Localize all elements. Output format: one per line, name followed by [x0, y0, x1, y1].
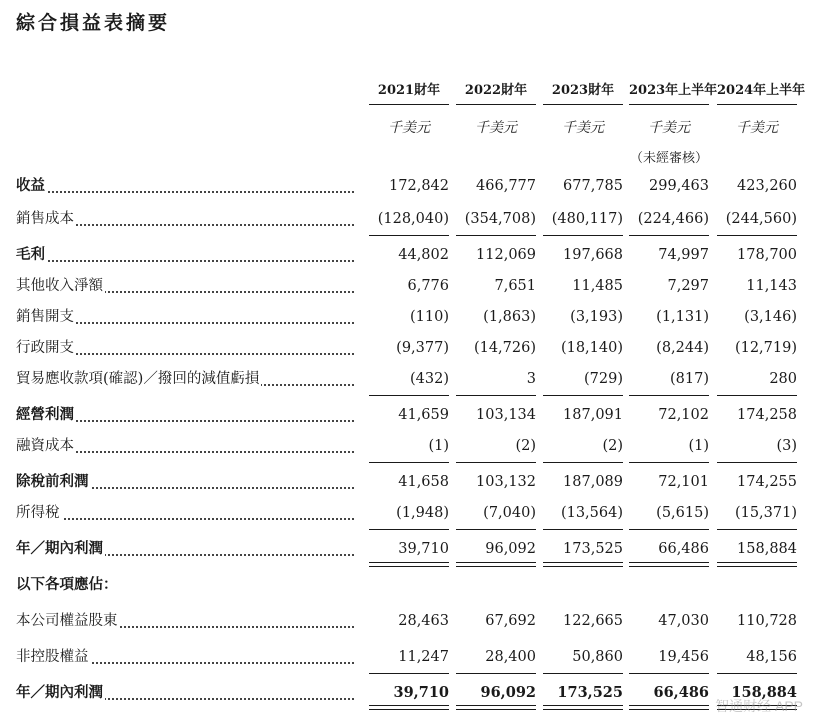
row-label — [16, 645, 354, 669]
statement-title: 綜合損益表摘要 — [16, 12, 171, 34]
column-header: 2024年上半年 — [717, 80, 797, 105]
table-row — [0, 174, 815, 198]
table-cell: 677,785 — [563, 178, 623, 194]
row-label — [16, 573, 354, 597]
table-row — [0, 336, 815, 360]
row-label-text: 除稅前利潤 — [16, 473, 89, 490]
table-cell: (3,193) — [570, 309, 623, 325]
row-label — [16, 174, 354, 198]
table-row — [0, 434, 815, 458]
table-cell: 174,255 — [737, 474, 797, 490]
table-cell: 44,802 — [398, 247, 449, 263]
table-cell: 112,069 — [476, 247, 536, 263]
subtotal-rule — [629, 395, 709, 396]
column-unit: 千美元 — [562, 120, 604, 136]
subtotal-rule — [456, 673, 536, 674]
table-cell: (18,140) — [560, 340, 623, 356]
table-cell: (1,131) — [656, 309, 709, 325]
total-double-rule — [543, 705, 623, 710]
total-double-rule — [369, 705, 449, 710]
subtotal-rule — [543, 235, 623, 236]
row-label-text: 所得稅 — [16, 505, 60, 521]
table-cell: 74,997 — [658, 247, 709, 263]
row-label-text: 其他收入淨額 — [16, 278, 103, 294]
row-label — [16, 501, 354, 525]
subtotal-rule — [717, 529, 797, 530]
table-cell: (110) — [410, 309, 449, 325]
table-cell: 66,486 — [653, 684, 709, 701]
table-cell: (5,615) — [656, 505, 709, 521]
table-row — [0, 681, 815, 705]
row-label — [16, 681, 354, 705]
column-unit: 千美元 — [648, 120, 690, 136]
subtotal-rule — [717, 235, 797, 236]
table-row — [0, 501, 815, 525]
total-double-rule — [629, 562, 709, 567]
column-header: 2023年上半年 — [629, 80, 709, 105]
table-cell: 173,525 — [563, 541, 623, 557]
table-cell: (729) — [584, 371, 623, 387]
table-cell: (1,863) — [483, 309, 536, 325]
table-row — [0, 207, 815, 231]
table-cell: 11,143 — [746, 278, 797, 294]
row-label-text: 年／期內利潤 — [16, 684, 103, 701]
table-cell: (354,708) — [464, 211, 536, 227]
table-cell: (12,719) — [734, 340, 797, 356]
total-double-rule — [543, 562, 623, 567]
column-unit: 千美元 — [388, 120, 430, 136]
table-cell: 39,710 — [398, 541, 449, 557]
total-double-rule — [456, 562, 536, 567]
row-label — [16, 207, 354, 231]
table-cell: (817) — [670, 371, 709, 387]
table-cell: 7,297 — [667, 278, 709, 294]
row-label — [16, 367, 354, 391]
table-cell: 423,260 — [737, 178, 797, 194]
subtotal-rule — [629, 673, 709, 674]
table-cell: 158,884 — [737, 541, 797, 557]
table-row — [0, 243, 815, 267]
subtotal-rule — [543, 673, 623, 674]
row-label — [16, 274, 354, 298]
total-double-rule — [456, 705, 536, 710]
table-cell: 103,134 — [476, 407, 536, 423]
table-cell: 187,089 — [563, 474, 623, 490]
row-label — [16, 403, 354, 427]
subtotal-rule — [369, 395, 449, 396]
row-label — [16, 305, 354, 329]
row-label — [16, 470, 354, 494]
table-cell: 280 — [769, 371, 797, 387]
table-cell: 48,156 — [746, 649, 797, 665]
row-label — [16, 609, 354, 633]
table-cell: (432) — [410, 371, 449, 387]
table-cell: 3 — [526, 371, 536, 387]
table-cell: 466,777 — [476, 178, 536, 194]
table-cell: (2) — [515, 438, 536, 454]
table-cell: 103,132 — [476, 474, 536, 490]
subtotal-rule — [456, 395, 536, 396]
table-cell: 39,710 — [393, 684, 449, 701]
row-label — [16, 537, 354, 561]
table-cell: 72,101 — [658, 474, 709, 490]
table-cell: (9,377) — [396, 340, 449, 356]
table-row — [0, 537, 815, 561]
table-cell: (8,244) — [656, 340, 709, 356]
table-cell: (13,564) — [560, 505, 623, 521]
subtotal-rule — [629, 529, 709, 530]
table-cell: 66,486 — [658, 541, 709, 557]
table-cell: (1) — [688, 438, 709, 454]
subtotal-rule — [543, 395, 623, 396]
table-cell: 122,665 — [563, 613, 623, 629]
column-header: 2022財年 — [456, 80, 536, 105]
row-label-text: 銷售成本 — [16, 211, 74, 227]
row-label-text: 毛利 — [16, 246, 45, 263]
table-row — [0, 305, 815, 329]
subtotal-rule — [629, 235, 709, 236]
table-row — [0, 367, 815, 391]
subtotal-rule — [369, 235, 449, 236]
table-cell: 178,700 — [737, 247, 797, 263]
row-label-text: 銷售開支 — [16, 309, 74, 325]
table-cell: 7,651 — [494, 278, 536, 294]
table-cell: (1) — [428, 438, 449, 454]
table-cell: 72,102 — [658, 407, 709, 423]
column-note: （未經審核） — [629, 151, 708, 166]
subtotal-rule — [717, 395, 797, 396]
table-cell: 41,659 — [398, 407, 449, 423]
row-label-text: 行政開支 — [16, 340, 74, 356]
subtotal-rule — [456, 529, 536, 530]
table-cell: 28,463 — [398, 613, 449, 629]
total-double-rule — [629, 705, 709, 710]
table-cell: (224,466) — [637, 211, 709, 227]
table-cell: 41,658 — [398, 474, 449, 490]
column-unit: 千美元 — [736, 120, 778, 136]
table-cell: 11,485 — [572, 278, 623, 294]
table-cell: 50,860 — [572, 649, 623, 665]
table-cell: 172,842 — [389, 178, 449, 194]
table-cell: 174,258 — [737, 407, 797, 423]
row-label — [16, 243, 354, 267]
table-cell: (128,040) — [377, 211, 449, 227]
table-cell: 11,247 — [398, 649, 449, 665]
table-cell: (2) — [602, 438, 623, 454]
table-row — [0, 274, 815, 298]
table-cell: 187,091 — [563, 407, 623, 423]
table-cell: 96,092 — [485, 541, 536, 557]
table-cell: 19,456 — [658, 649, 709, 665]
row-label-text: 以下各項應佔： — [16, 576, 118, 593]
table-row — [0, 645, 815, 669]
table-cell: 6,776 — [407, 278, 449, 294]
table-cell: 110,728 — [737, 613, 797, 629]
table-cell: 299,463 — [649, 178, 709, 194]
column-header: 2021財年 — [369, 80, 449, 105]
row-label-text: 本公司權益股東 — [16, 613, 118, 629]
table-cell: 96,092 — [480, 684, 536, 701]
subtotal-rule — [369, 462, 449, 463]
row-label — [16, 434, 354, 458]
column-unit: 千美元 — [475, 120, 517, 136]
subtotal-rule — [369, 529, 449, 530]
table-cell: (14,726) — [473, 340, 536, 356]
table-cell: (7,040) — [483, 505, 536, 521]
table-row — [0, 470, 815, 494]
table-cell: (1,948) — [396, 505, 449, 521]
subtotal-rule — [456, 462, 536, 463]
table-row — [0, 403, 815, 427]
table-cell: (3) — [776, 438, 797, 454]
table-cell: (3,146) — [744, 309, 797, 325]
table-cell: 173,525 — [557, 684, 623, 701]
row-label-text: 貿易應收款項(確認)／撥回的減值虧損 — [16, 371, 260, 387]
subtotal-rule — [543, 462, 623, 463]
subtotal-rule — [629, 462, 709, 463]
row-label-text: 年／期內利潤 — [16, 540, 103, 557]
table-row — [0, 609, 815, 633]
subtotal-rule — [717, 462, 797, 463]
watermark: 智通财经 APP — [715, 698, 803, 714]
table-cell: 67,692 — [485, 613, 536, 629]
row-label-text: 非控股權益 — [16, 649, 89, 665]
table-cell: (480,117) — [551, 211, 623, 227]
table-row — [0, 573, 815, 597]
subtotal-rule — [543, 529, 623, 530]
table-cell: 197,668 — [563, 247, 623, 263]
table-cell: (244,560) — [725, 211, 797, 227]
table-cell: (15,371) — [734, 505, 797, 521]
subtotal-rule — [717, 673, 797, 674]
row-label-text: 收益 — [16, 177, 45, 194]
subtotal-rule — [369, 673, 449, 674]
column-header: 2023財年 — [543, 80, 623, 105]
row-label-text: 融資成本 — [16, 438, 74, 454]
subtotal-rule — [456, 235, 536, 236]
total-double-rule — [369, 562, 449, 567]
table-cell: 47,030 — [658, 613, 709, 629]
table-cell: 158,884 — [731, 684, 797, 701]
row-label-text: 經營利潤 — [16, 406, 74, 423]
row-label — [16, 336, 354, 360]
table-cell: 28,400 — [485, 649, 536, 665]
total-double-rule — [717, 562, 797, 567]
